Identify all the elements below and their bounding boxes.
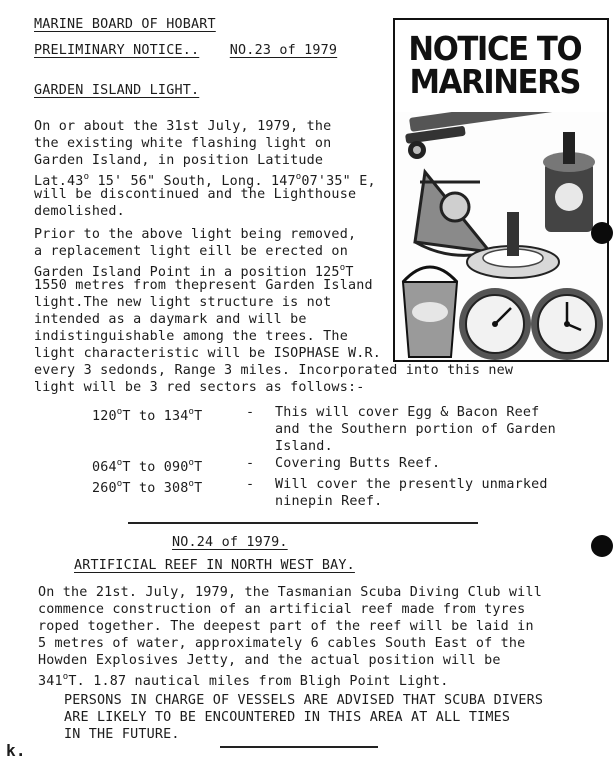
bearing-rest: T. 1.87 nautical miles from Bligh Point Light. <box>68 674 449 689</box>
para2-line: 1550 metres from thepresent Garden Island <box>34 278 373 293</box>
sector-desc: Will cover the presently unmarked <box>275 477 548 492</box>
para3-line: 5 metres of water, approximately 6 cables South East of the <box>38 636 526 651</box>
section-divider <box>128 522 478 524</box>
para2-line: every 3 sedonds, Range 3 miles. Incorporated into this new <box>34 363 514 378</box>
notice-heading <box>34 42 337 59</box>
warning-line: PERSONS IN CHARGE OF VESSELS ARE ADVISED THAT SCUBA DIVERS <box>64 693 544 708</box>
barometer-icon <box>459 288 531 360</box>
para3-line: Howden Explosives Jetty, and the actual position will be <box>38 653 501 668</box>
nautical-instruments-illustration <box>395 112 607 360</box>
handwritten-mark: k. <box>6 741 26 760</box>
degree-mark: o <box>83 172 90 182</box>
para2-line: Prior to the above light being removed, <box>34 227 357 242</box>
board-title: MARINE BOARD OF HOBART <box>34 17 216 32</box>
sector-dash: - <box>246 477 255 492</box>
sector-desc: Island. <box>275 439 333 454</box>
para2-line: light will be 3 red sectors as follows:- <box>34 380 365 395</box>
notice-24-number: NO.24 of 1979. <box>172 535 288 550</box>
degree-mark: o <box>62 672 69 682</box>
garden-island-heading: GARDEN ISLAND LIGHT. <box>34 83 200 98</box>
position-text: Garden Island Point in a position 125 <box>34 265 340 280</box>
lat-degrees: Lat.43 <box>34 174 84 189</box>
degree-mark: o <box>295 172 302 182</box>
bearing-degrees: 341 <box>38 674 63 689</box>
degree-mark: o <box>339 263 346 273</box>
artificial-reef-heading: ARTIFICIAL REEF IN NORTH WEST BAY. <box>74 558 355 573</box>
long-rest: 07'35" E, <box>301 174 376 189</box>
para1-line: the existing white flashing light on <box>34 136 332 151</box>
sector-dash: - <box>246 405 255 420</box>
para2-line: indistinguishable among the trees. The <box>34 329 348 344</box>
sector-dash: - <box>246 456 255 471</box>
punch-hole <box>591 222 613 244</box>
para2-line: a replacement light eill be erected on <box>34 244 348 259</box>
sector-range: 064$^o$T to 090$^o$T <box>92 458 203 475</box>
sector-desc: and the Southern portion of Garden <box>275 422 556 437</box>
lat-rest: 15' 56" South, Long. 147 <box>89 174 296 189</box>
para2-line: intended as a daymark and will be <box>34 312 307 327</box>
sector-desc: This will cover Egg & Bacon Reef <box>275 405 540 420</box>
closing-rule <box>220 746 378 748</box>
para3-line: commence construction of an artificial reef made from tyres <box>38 602 526 617</box>
para1-line: demolished. <box>34 204 125 219</box>
sector-range: 260$^o$T to 308$^o$T <box>92 479 203 496</box>
para1-line: On or about the 31st July, 1979, the <box>34 119 332 134</box>
para1-line: will be discontinued and the Lighthouse <box>34 187 357 202</box>
warning-line: ARE LIKELY TO BE ENCOUNTERED IN THIS AREA AT ALL TIMES <box>64 710 511 725</box>
para3-line: roped together. The deepest part of the reef will be laid in <box>38 619 534 634</box>
para3-line: On the 21st. July, 1979, the Tasmanian Scuba Diving Club will <box>38 585 542 600</box>
bearing-line <box>38 669 448 690</box>
clock-icon <box>531 288 603 360</box>
para2-line: light characteristic will be ISOPHASE W.R. <box>34 346 381 361</box>
punch-hole <box>591 535 613 557</box>
notice-label: PRELIMINARY NOTICE.. <box>34 43 200 58</box>
position-unit: T <box>345 265 354 280</box>
box-title-line-2: MARINERS <box>409 62 581 101</box>
sector-range: 120$^o$T to 134$^o$T <box>92 407 203 424</box>
para1-line: Garden Island, in position Latitude <box>34 153 324 168</box>
warning-line: IN THE FUTURE. <box>64 727 180 742</box>
sector-desc: Covering Butts Reef. <box>275 456 441 471</box>
box-title-line-1: NOTICE TO <box>408 29 582 68</box>
notice-number: NO.23 of 1979 <box>229 43 338 58</box>
para2-line: light.The new light structure is not <box>34 295 332 310</box>
notice-to-mariners-box <box>393 18 609 362</box>
notice-to-mariners-title <box>399 29 591 101</box>
sector-desc: ninepin Reef. <box>275 494 383 509</box>
